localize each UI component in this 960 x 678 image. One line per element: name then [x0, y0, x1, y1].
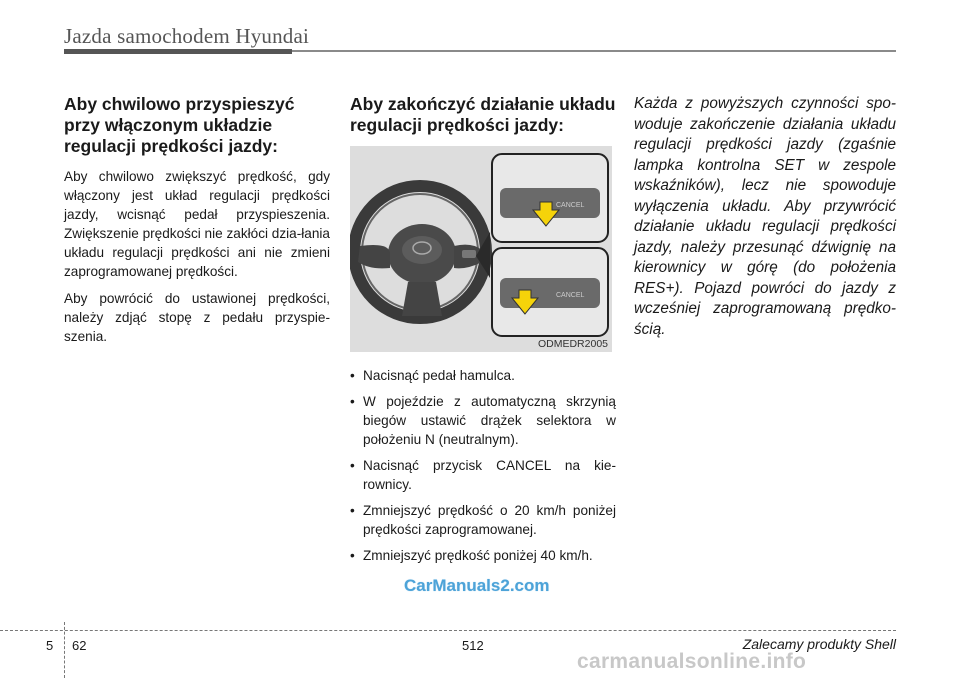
section-heading-cancel: Aby zakończyć działanie układu regulacji prędkości jazdy:	[350, 94, 616, 135]
svg-text:CANCEL: CANCEL	[556, 202, 585, 209]
watermark-link[interactable]: CarManuals2.com	[404, 576, 550, 595]
section-number: 5	[46, 638, 54, 653]
paragraph-accelerate: Aby chwilowo zwiększyć prędkość, gdy włączony jest układ regulacji prędkości jazdy, wcisnąć pedał przyspieszenia. Zwiększenie prędkości nie zakłóci dzia-łania układu regulacji prędkości ani nie zmieni zaprogramowanej prędkości.	[64, 169, 330, 279]
column-right	[634, 94, 896, 340]
footer-divider	[64, 622, 65, 678]
page-number: 62	[72, 638, 87, 653]
footer-tagline: Zalecamy produkty Shell	[742, 636, 896, 652]
header-rule-accent	[64, 49, 292, 54]
running-header: Jazda samochodem Hyundai	[64, 24, 310, 48]
site-watermark: carmanualsonline.info	[577, 650, 807, 673]
list-item: • Nacisnąć przycisk CANCEL na kie-rownicy.	[350, 458, 616, 492]
svg-text:CANCEL: CANCEL	[556, 292, 585, 299]
pdf-page-number: 512	[462, 638, 484, 653]
section-heading-accelerate: Aby chwilowo przyspieszyć przy włączonym układzie regulacji prędkości jazdy:	[64, 94, 295, 156]
figure-code: ODMEDR2005	[537, 338, 608, 350]
list-item: • W pojeździe z automatyczną skrzynią biegów ustawić drążek selektora w położeniu N (neutralnym).	[350, 394, 616, 447]
list-item: • Zmniejszyć prędkość o 20 km/h poniżej prędkości zaprogramowanej.	[350, 503, 616, 537]
note-paragraph: Każda z powyższych czynności spo-woduje zakończenie działania układu regulacji prędkości jazdy (zgaśnie lampka kontrolna SET w zespole wskaźników), lecz nie spowoduje wyłączenia układu. Aby przywrócić działanie układu regulacji prędkości jazdy, należy przesunąć dźwignię na kierownicy w górę (do położenia RES+). Pojazd powróci do jazdy z wcześniej zaprogramowaną prędko-ścią.	[634, 95, 896, 338]
paragraph-return-speed: Aby powrócić do ustawionej prędkości, należy zdjąć stopę z pedału przyspie-szenia.	[64, 291, 330, 344]
steering-wheel-illustration	[350, 146, 612, 352]
steering-wheel-figure	[350, 146, 612, 352]
column-middle	[350, 94, 616, 572]
list-item: • Zmniejszyć prędkość poniżej 40 km/h.	[350, 548, 593, 563]
footer-rule	[0, 630, 896, 631]
column-left	[64, 94, 330, 354]
list-item: • Nacisnąć pedał hamulca.	[350, 368, 515, 383]
cancel-steps-list	[350, 366, 616, 565]
